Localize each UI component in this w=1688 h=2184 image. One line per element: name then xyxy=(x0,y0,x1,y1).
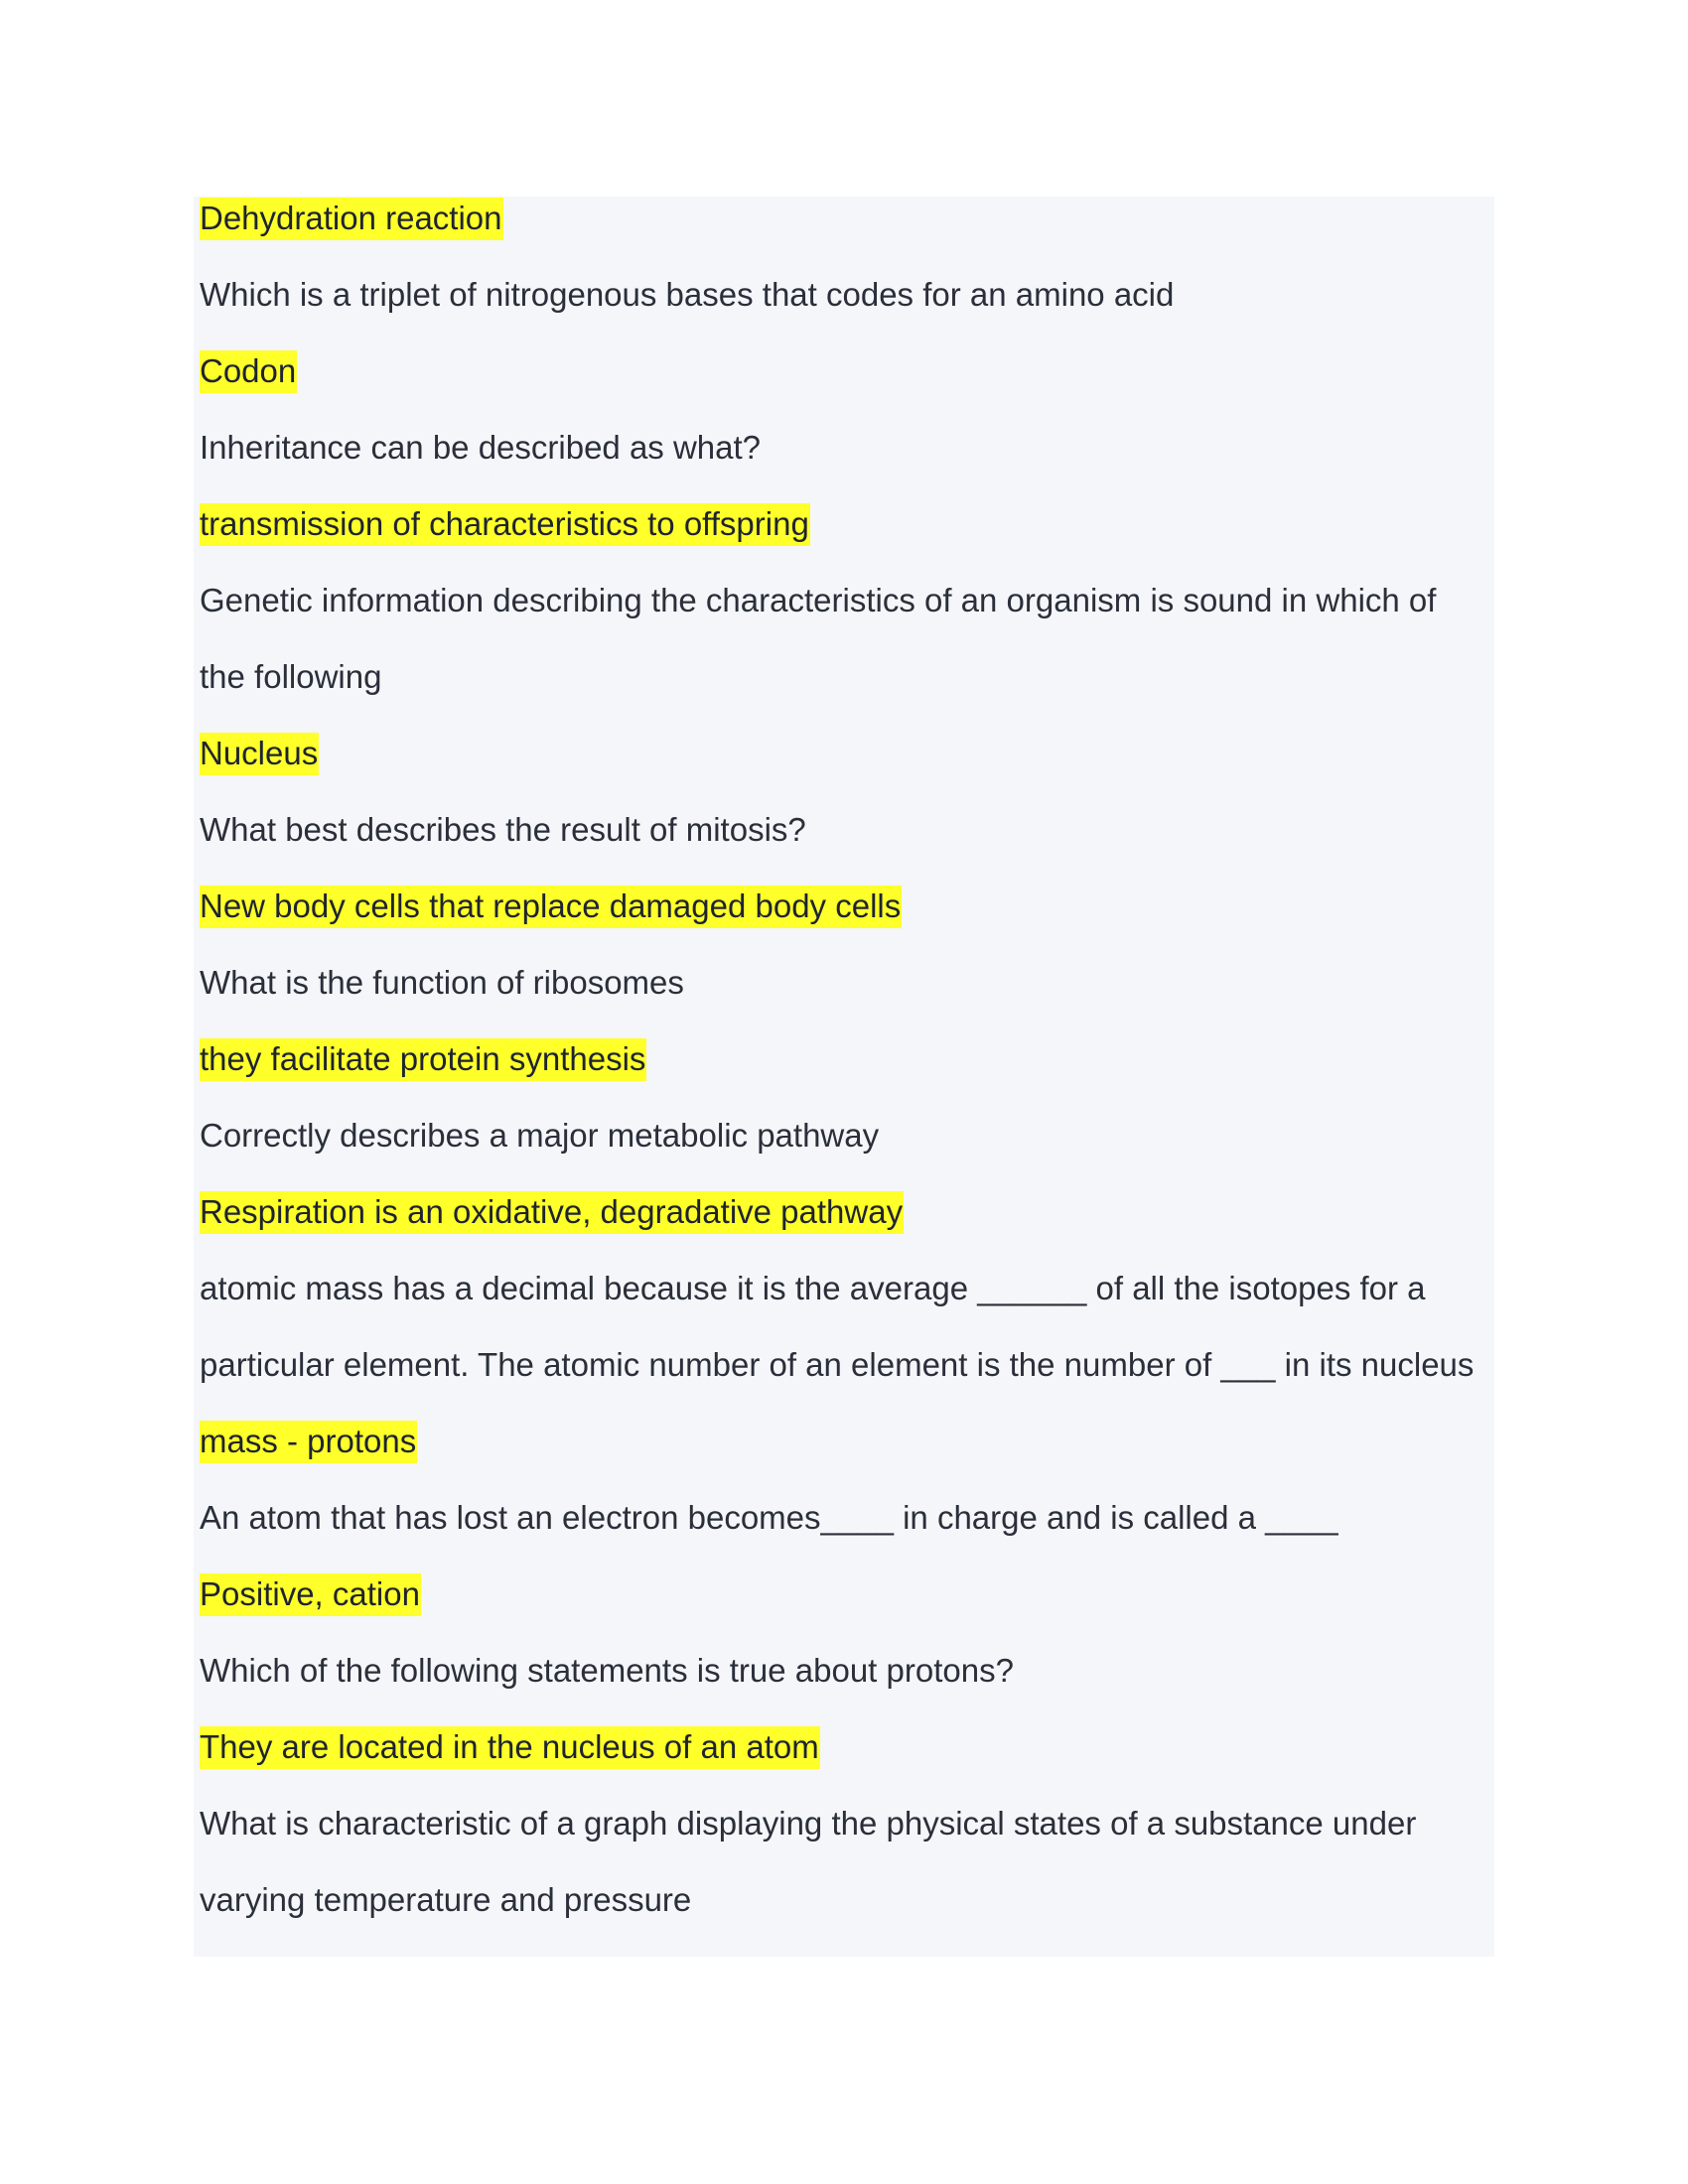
question-text: varying temperature and pressure xyxy=(200,1881,692,1918)
question-line xyxy=(200,1262,1500,1338)
highlighted-answer: Dehydration reaction xyxy=(200,198,503,240)
highlighted-answer: mass - protons xyxy=(200,1421,417,1463)
highlighted-answer: Codon xyxy=(200,350,297,393)
question-text: What is the function of ribosomes xyxy=(200,964,684,1001)
question-text: What best describes the result of mitosis? xyxy=(200,811,806,848)
highlighted-answer: Nucleus xyxy=(200,733,319,775)
question-text: atomic mass has a decimal because it is the average ______ of all the isotopes for a xyxy=(200,1270,1426,1306)
answer-line xyxy=(200,727,1500,803)
question-text: Which is a triplet of nitrogenous bases that codes for an amino acid xyxy=(200,276,1175,313)
question-line xyxy=(200,268,1500,344)
highlighted-answer: transmission of characteristics to offspring xyxy=(200,503,810,546)
question-text: What is characteristic of a graph displaying the physical states of a substance under xyxy=(200,1805,1417,1842)
question-text: the following xyxy=(200,658,382,695)
question-line xyxy=(200,574,1500,650)
question-line xyxy=(200,1797,1500,1873)
question-line xyxy=(200,803,1500,880)
answer-line xyxy=(200,1185,1500,1262)
question-line xyxy=(200,1109,1500,1185)
question-line xyxy=(200,956,1500,1032)
answer-line xyxy=(200,192,1500,268)
question-line xyxy=(200,650,1500,727)
highlighted-answer: Respiration is an oxidative, degradative pathway xyxy=(200,1191,904,1234)
answer-line xyxy=(200,497,1500,574)
highlighted-answer: they facilitate protein synthesis xyxy=(200,1038,646,1081)
question-line xyxy=(200,1873,1500,1950)
question-text: An atom that has lost an electron becomes____ in charge and is called a ____ xyxy=(200,1499,1338,1536)
question-text: Correctly describes a major metabolic pathway xyxy=(200,1117,880,1154)
highlighted-answer: Positive, cation xyxy=(200,1573,421,1616)
highlighted-answer: New body cells that replace damaged body cells xyxy=(200,886,902,928)
question-line xyxy=(200,1644,1500,1720)
highlighted-answer: They are located in the nucleus of an atom xyxy=(200,1726,820,1769)
answer-line xyxy=(200,1568,1500,1644)
question-text: Which of the following statements is true about protons? xyxy=(200,1652,1014,1689)
question-line xyxy=(200,1338,1500,1415)
answer-line xyxy=(200,1720,1500,1797)
document-body xyxy=(200,192,1500,1950)
question-text: Inheritance can be described as what? xyxy=(200,429,762,466)
answer-line xyxy=(200,344,1500,421)
answer-line xyxy=(200,880,1500,956)
question-line xyxy=(200,1491,1500,1568)
question-text: Genetic information describing the characteristics of an organism is sound in which of xyxy=(200,582,1437,618)
question-line xyxy=(200,421,1500,497)
answer-line xyxy=(200,1032,1500,1109)
question-text: particular element. The atomic number of an element is the number of ___ in its nucleus xyxy=(200,1346,1475,1383)
answer-line xyxy=(200,1415,1500,1491)
